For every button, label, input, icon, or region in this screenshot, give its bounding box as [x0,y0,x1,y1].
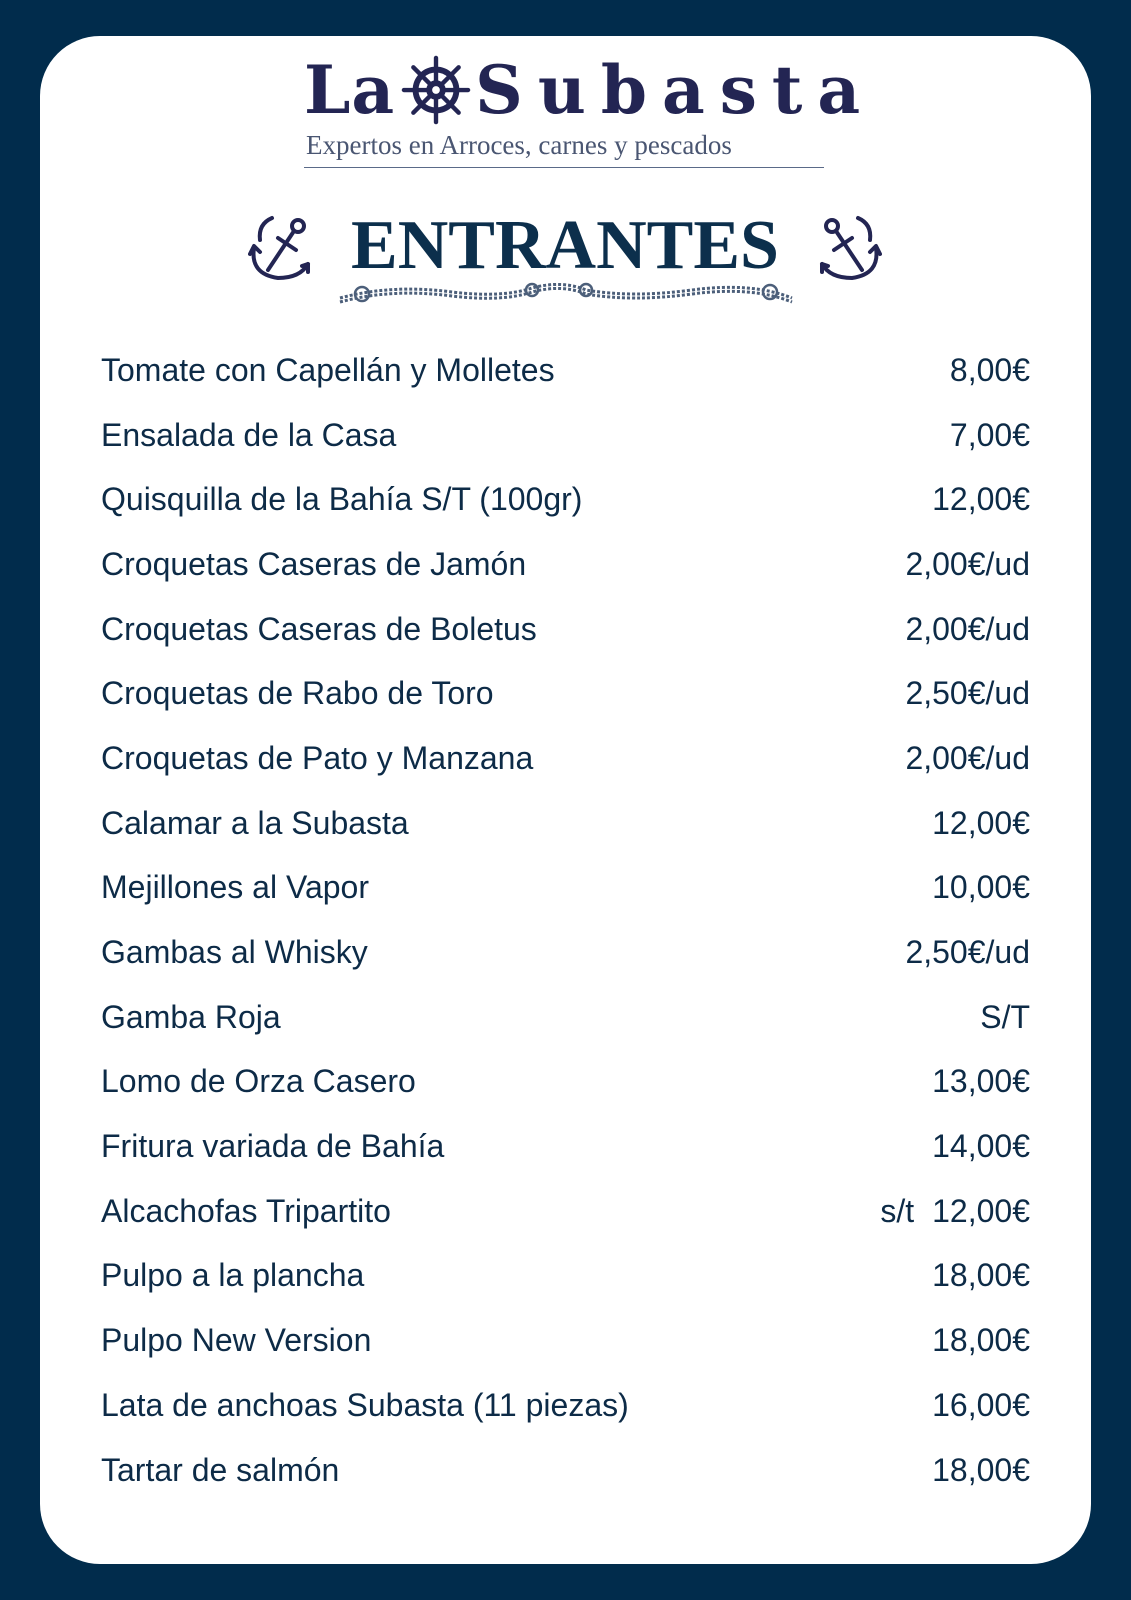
menu-item-price-group [932,1128,1030,1165]
menu-item-price-group [905,611,1030,648]
menu-item-name: Tomate con Capellán y Molletes [101,351,555,388]
menu-item [101,1050,1030,1115]
brand-divider [304,167,824,168]
menu-item-price: 2,50€/ud [905,934,1030,971]
menu-item-price-group [950,417,1030,454]
menu-item [101,403,1030,468]
menu-item-name: Tartar de salmón [101,1451,340,1488]
menu-item [101,920,1030,985]
menu-item-name: Croquetas de Rabo de Toro [101,675,494,712]
menu-item [101,985,1030,1050]
menu-item-name: Calamar a la Subasta [101,804,409,841]
menu-item-name: Pulpo New Version [101,1322,372,1359]
brand-tagline: Expertos en Arroces, carnes y pescados [306,130,732,160]
menu-item-price: 18,00€ [932,1257,1030,1294]
menu-item-name: Croquetas Caseras de Jamón [101,545,527,582]
menu-item-price: 18,00€ [932,1322,1030,1359]
menu-item-price-group [880,1193,1030,1230]
menu-item-price-group [980,999,1030,1036]
menu-item-price-group [932,805,1030,842]
menu-item-name: Ensalada de la Casa [101,416,397,453]
section-title: ENTRANTES [351,207,779,284]
ship-wheel-icon [401,55,471,125]
anchor-icon-right [816,214,882,284]
menu-item-name: Mejillones al Vapor [101,869,369,906]
menu-item-price-group [932,1063,1030,1100]
menu-item-price-group [905,675,1030,712]
menu-item-name: Croquetas de Pato y Manzana [101,739,534,776]
brand-logo [304,51,876,168]
brand-name-part1: La [304,51,396,129]
menu-item-price: 12,00€ [932,481,1030,518]
menu-item-name: Alcachofas Tripartito [101,1192,391,1229]
menu-item-name: Gamba Roja [101,998,281,1035]
menu-item [101,661,1030,726]
menu-item-name: Pulpo a la plancha [101,1257,365,1294]
menu-item-price-group [932,1257,1030,1294]
menu-item-price-group [932,481,1030,518]
menu-item-name: Lata de anchoas Subasta (11 piezas) [101,1386,629,1423]
menu-item [101,856,1030,921]
menu-item [101,1308,1030,1373]
menu-item-price: 18,00€ [932,1451,1030,1488]
menu-item [101,1244,1030,1309]
menu-item-price: 12,00€ [932,804,1030,841]
menu-item [101,791,1030,856]
menu-item-name: Croquetas Caseras de Boletus [101,610,537,647]
menu-item-price-group [905,546,1030,583]
menu-item-price: 12,00€ [932,1192,1030,1229]
menu-item [101,1373,1030,1438]
menu-item-price: 2,00€/ud [905,545,1030,582]
menu-item-price-group [932,869,1030,906]
menu-item-name: Fritura variada de Bahía [101,1128,445,1165]
menu-item-price: 2,00€/ud [905,739,1030,776]
menu-item-price: 16,00€ [932,1386,1030,1423]
menu-item-price-group [932,1322,1030,1359]
section-header [248,206,882,310]
menu-item [101,1438,1030,1503]
menu-item-price-group [950,352,1030,389]
menu-item-price: 14,00€ [932,1128,1030,1165]
menu-item-price-group [932,1387,1030,1424]
menu-item [101,1114,1030,1179]
menu-item-price-group [932,1452,1030,1489]
menu-item [101,467,1030,532]
menu-item [101,532,1030,597]
menu-item-price-group [905,740,1030,777]
brand-name-part2: Subasta [475,51,876,129]
rope-divider-icon [332,276,800,310]
menu-item [101,338,1030,403]
menu-item-name: Gambas al Whisky [101,934,368,971]
menu-item-name: Quisquilla de la Bahía S/T (100gr) [101,481,583,518]
brand-name [304,51,876,129]
menu-item-name: Lomo de Orza Casero [101,1063,416,1100]
menu-item-price-group [905,934,1030,971]
menu-item-price: 8,00€ [949,351,1030,388]
menu-item-price-note: s/t [880,1192,915,1229]
menu-item-price: 10,00€ [932,869,1030,906]
menu-item-price: S/T [980,998,1030,1035]
menu-item [101,597,1030,662]
menu-item-price: 2,00€/ud [905,610,1030,647]
menu-item [101,1179,1030,1244]
menu-item [101,726,1030,791]
menu-item-price: 2,50€/ud [905,675,1030,712]
menu-list [101,338,1030,1502]
menu-item-price: 7,00€ [949,416,1030,453]
menu-item-price: 13,00€ [932,1063,1030,1100]
